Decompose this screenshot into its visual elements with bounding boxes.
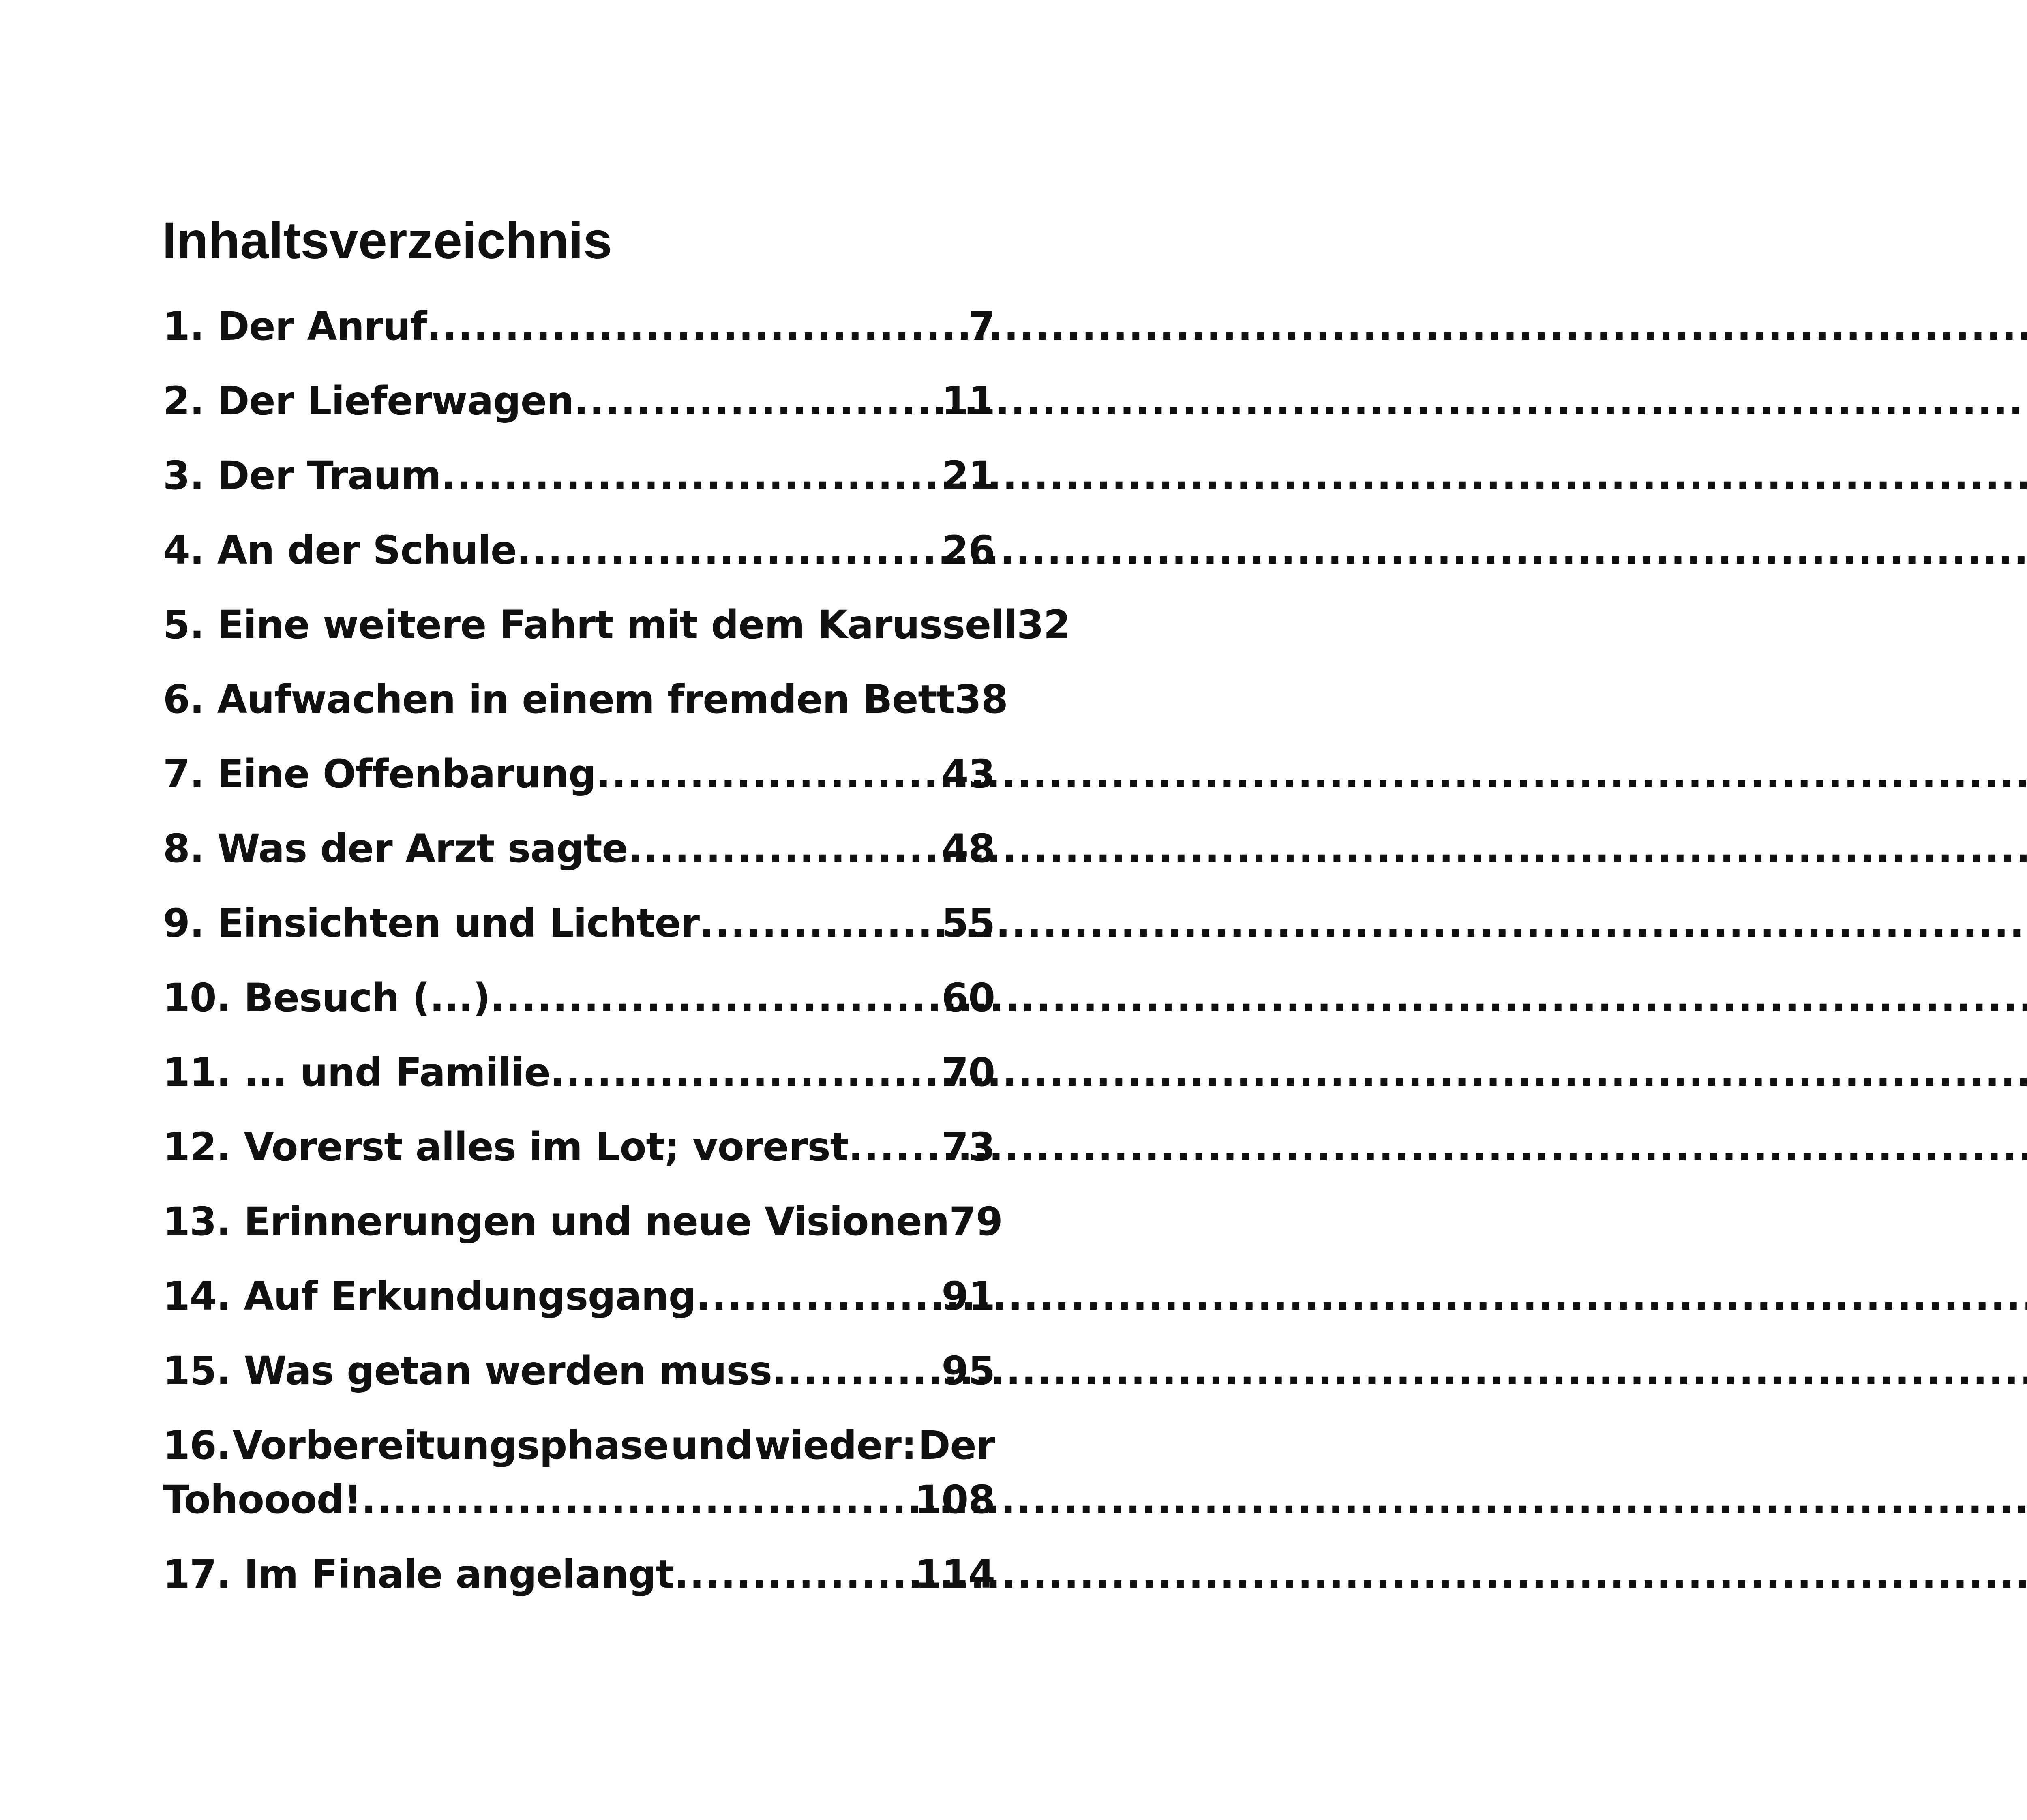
dot-leader xyxy=(699,896,941,950)
toc-entry[interactable] xyxy=(163,672,1008,727)
toc-entry-label: 10. Besuch (...) xyxy=(163,975,491,1020)
toc-entry-page: 38 xyxy=(954,677,1008,722)
toc-entry-label: 7. Eine Offenbarung xyxy=(163,751,596,797)
toc-entry-label: 17. Im Finale angelangt xyxy=(163,1552,674,1597)
toc-entry-label: 2. Der Lieferwagen xyxy=(163,378,574,424)
dot-leader xyxy=(628,821,942,876)
toc-entry-page: 26 xyxy=(941,527,995,573)
toc-entry[interactable] xyxy=(163,1547,995,1601)
toc-entry-page: 11 xyxy=(941,378,995,424)
label-word: Vorbereitungsphase xyxy=(232,1423,669,1468)
toc-entry-page: 60 xyxy=(941,975,995,1020)
toc-entry-page: 95 xyxy=(941,1348,995,1393)
toc-entry[interactable] xyxy=(163,299,995,354)
toc-entry-page: 48 xyxy=(941,826,995,871)
toc-entry[interactable] xyxy=(163,523,995,577)
toc-entry-page: 73 xyxy=(941,1124,995,1170)
toc-entry-label: 4. An der Schule xyxy=(163,527,517,573)
dot-leader xyxy=(550,1045,942,1100)
toc-entry-page: 43 xyxy=(941,751,995,797)
toc-entry-page: 114 xyxy=(915,1552,995,1597)
label-word: Der xyxy=(918,1423,995,1468)
toc-entry-label: 6. Aufwachen in einem fremden Bett xyxy=(163,677,955,722)
dot-leader xyxy=(696,1269,942,1323)
toc-entry-label: 11. ... und Familie xyxy=(163,1050,550,1095)
toc-entry-label: 1. Der Anruf xyxy=(163,304,427,349)
toc-entry[interactable] xyxy=(163,1194,1003,1249)
toc-entry-page: 70 xyxy=(941,1050,995,1095)
toc-entry[interactable] xyxy=(163,598,1070,652)
toc-entry[interactable] xyxy=(163,747,995,801)
toc-entry[interactable] xyxy=(163,1120,995,1174)
toc-entry-label: 15. Was getan werden muss xyxy=(163,1348,772,1393)
dot-leader xyxy=(361,1473,915,1527)
toc-entry-page: 32 xyxy=(1016,602,1070,647)
dot-leader xyxy=(772,1344,941,1398)
label-word: und xyxy=(671,1423,753,1468)
label-word: 16. xyxy=(163,1423,231,1468)
toc-entry-page: 79 xyxy=(949,1199,1003,1244)
dot-leader xyxy=(674,1547,915,1601)
toc-entry[interactable] xyxy=(163,971,995,1025)
dot-leader xyxy=(426,299,968,354)
toc-entry-page: 21 xyxy=(941,453,995,498)
toc-entry-label: 9. Einsichten und Lichter xyxy=(163,900,700,946)
dot-leader xyxy=(574,374,941,428)
toc-entry-label: 13. Erinnerungen und neue Visionen xyxy=(163,1199,949,1244)
toc-entry[interactable] xyxy=(163,1269,995,1323)
toc-entry-label-cont: Tohoood! xyxy=(163,1477,362,1522)
toc-entry-continuation xyxy=(163,1473,995,1527)
dot-leader xyxy=(596,747,942,801)
toc-entry[interactable] xyxy=(163,448,995,503)
toc-entry[interactable] xyxy=(163,821,995,876)
toc-entry-label: 5. Eine weitere Fahrt mit dem Karussell xyxy=(163,602,1017,647)
toc-entry-label xyxy=(163,1418,995,1473)
toc-entry-page: 7 xyxy=(968,304,995,349)
dot-leader xyxy=(516,523,941,577)
dot-leader xyxy=(441,448,942,503)
dot-leader xyxy=(490,971,941,1025)
toc-entry[interactable] xyxy=(163,1344,995,1398)
label-word: wieder: xyxy=(754,1423,917,1468)
dot-leader xyxy=(849,1120,942,1174)
page-title: Inhaltsverzeichnis xyxy=(162,212,612,270)
toc-entry[interactable] xyxy=(163,896,995,950)
toc-entry-page: 91 xyxy=(941,1273,995,1319)
toc-entry-label: 3. Der Traum xyxy=(163,453,441,498)
toc-entry-label: 12. Vorerst alles im Lot; vorerst xyxy=(163,1124,849,1170)
toc-entry-page: 55 xyxy=(941,900,995,946)
table-of-contents xyxy=(163,299,1070,1622)
toc-entry[interactable] xyxy=(163,1045,995,1100)
toc-entry-label: 14. Auf Erkundungsgang xyxy=(163,1273,696,1319)
toc-entry-page: 108 xyxy=(915,1477,995,1522)
toc-entry-label: 8. Was der Arzt sagte xyxy=(163,826,628,871)
toc-entry[interactable] xyxy=(163,1418,995,1527)
toc-entry[interactable] xyxy=(163,374,995,428)
